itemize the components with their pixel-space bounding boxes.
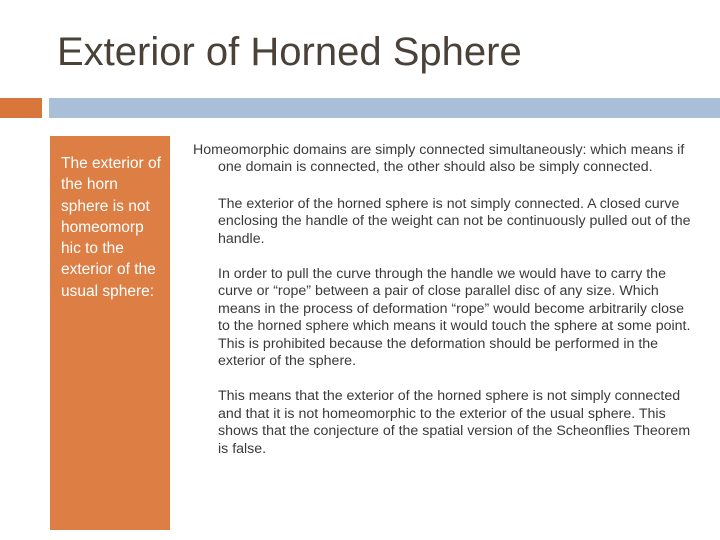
paragraph-pull-curve: In order to pull the curve through the handle we would have to carry the curve or “rope” between a pair of close parallel disc of any size. Which means in the process of deformation “rope” would become arbitrarily close to the horned sphere which means it would touch the sphere at some point. This is prohibited because the deformation should be performed in the exterior of the sphere.	[218, 266, 691, 370]
sidebar-text: The exterior of the horn sphere is not homeomorp hic to the exterior of the usual sphere:	[61, 155, 161, 300]
paragraph-not-simply-connected: The exterior of the horned sphere is not simply connected. A closed curve enclosing the handle of the weight can not be continuously pulled out of the handle.	[218, 195, 691, 247]
paragraph-conclusion: This means that the exterior of the horned sphere is not simply connected and that it is not homeomorphic to the exterior of the usual sphere. This shows that the conjecture of the spatial version of the Scheonflies Theorem is false.	[218, 388, 691, 457]
content-body	[193, 142, 693, 476]
sidebar-panel	[50, 136, 170, 530]
title-underline-orange	[0, 98, 42, 118]
title-underline-blue	[49, 98, 720, 118]
slide-title: Exterior of Horned Sphere	[57, 30, 522, 74]
paragraph-homeomorphic-domains: Homeomorphic domains are simply connected simultaneously: which means if one domain is connected, the other should also be simply connected.	[193, 142, 685, 176]
